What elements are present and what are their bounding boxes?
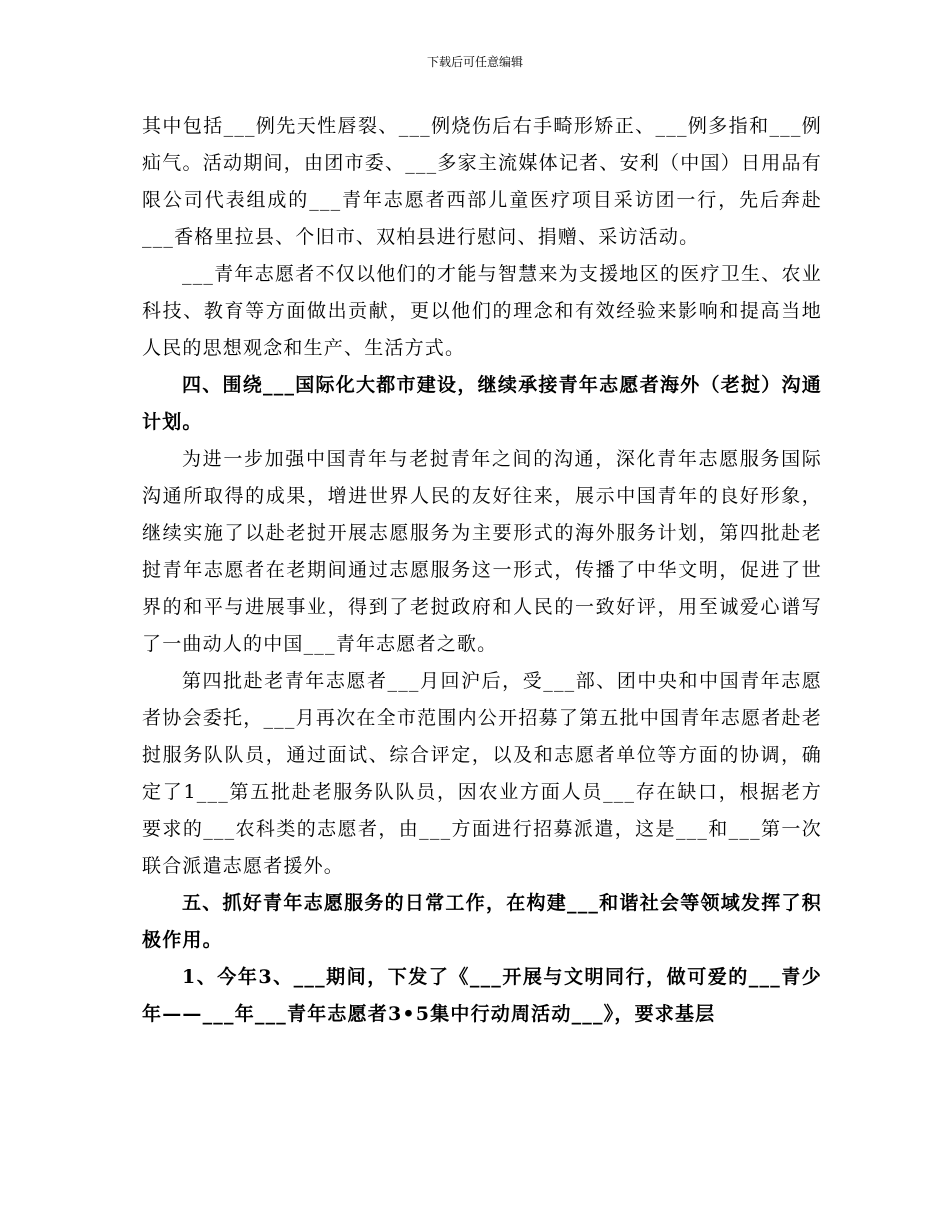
paragraph-volunteer-contribution: ___青年志愿者不仅以他们的才能与智慧来为支援地区的医疗卫生、农业科技、教育等方面做出贡献，更以他们的理念和有效经验来影响和提高当地人民的思想观念和生产、生活方式。 [142,263,822,359]
document-body [142,108,822,1033]
paragraph-medical-project: 其中包括___例先天性唇裂、___例烧伤后右手畸形矫正、___例多指和___例疝气。活动期间，由团市委、___多家主流媒体记者、安利（中国）日用品有限公司代表组成的___青年志愿者西部儿童医疗项目采访团一行，先后奔赴___香格里拉县、个旧市、双柏县进行慰问、捐赠、采访活动。 [142,115,822,248]
page-header: 下载后可任意编辑 [426,55,523,69]
section-heading-four: 四、围绕___国际化大都市建设，继续承接青年志愿者海外（老挝）沟通计划。 [142,374,822,433]
section-heading-five: 五、抓好青年志愿服务的日常工作，在构建___和谐社会等领域发挥了积极作用。 [142,892,822,951]
paragraph-fifth-batch: 第四批赴老青年志愿者___月回沪后，受___部、团中央和中国青年志愿者协会委托，___月再次在全市范围内公开招募了第五批中国青年志愿者赴老挝服务队队员，通过面试、综合评定，以及和志愿者单位等方面的协调，确定了1___第五批赴老服务队队员，因农业方面人员___存在缺口，根据老方要求的___农科类的志愿者，由___方面进行招募派遣，这是___和___第一次联合派遣志愿者援外。 [142,670,822,877]
paragraph-laos-exchange: 为进一步加强中国青年与老挝青年之间的沟通，深化青年志愿服务国际沟通所取得的成果，增进世界人民的友好往来，展示中国青年的良好形象，继续实施了以赴老挝开展志愿服务为主要形式的海外服务计划，第四批赴老挝青年志愿者在老期间通过志愿服务这一形式，传播了中华文明，促进了世界的和平与进展事业，得到了老挝政府和人民的一致好评，用至诚爱心谱写了一曲动人的中国___青年志愿者之歌。 [142,448,822,655]
paragraph-march-activity: 1、今年3、___期间，下发了《___开展与文明同行，做可爱的___青少年——___年___青年志愿者3•5集中行动周活动___》，要求基层 [142,966,822,1025]
